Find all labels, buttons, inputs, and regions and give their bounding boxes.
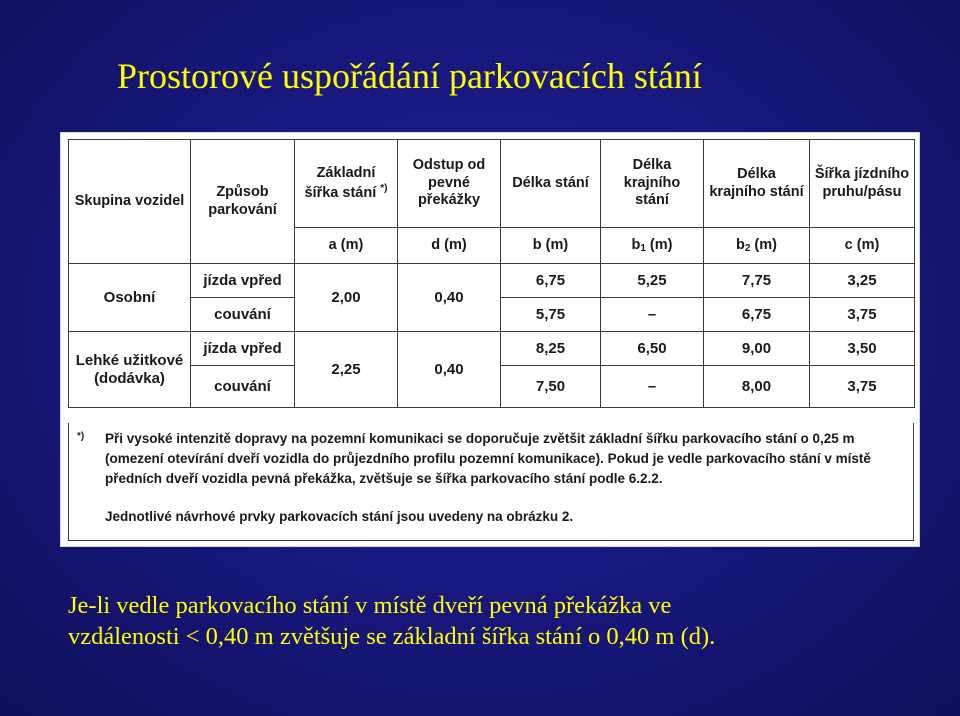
- b1-cell: –: [601, 366, 704, 408]
- header-group: Skupina vozidel: [69, 140, 191, 264]
- unit-a: a (m): [295, 228, 398, 264]
- b2-cell: 6,75: [704, 298, 810, 332]
- b2-cell: 9,00: [704, 332, 810, 366]
- unit-b1-unit: (m): [645, 236, 673, 253]
- unit-b1: [601, 228, 704, 264]
- unit-b1-main: b: [631, 236, 641, 253]
- b1-cell: 5,25: [601, 264, 704, 298]
- header-a-label: Základní šířka stání: [304, 165, 377, 201]
- b-cell: 8,25: [501, 332, 601, 366]
- unit-b2: [704, 228, 810, 264]
- parking-dimensions-table: [68, 139, 915, 408]
- header-b1: Délka krajního stání: [601, 140, 704, 228]
- d-cell: 0,40: [398, 264, 501, 332]
- table-row: [69, 264, 915, 298]
- footnote-mark: *): [77, 431, 85, 442]
- unit-b2-sub: 2: [744, 242, 751, 254]
- unit-b2-unit: (m): [750, 236, 777, 253]
- parking-table-image: [60, 132, 920, 547]
- table-footnote: [68, 423, 914, 541]
- c-cell: 3,75: [810, 366, 915, 408]
- unit-d: d (m): [398, 228, 501, 264]
- method-cell: couvání: [191, 366, 295, 408]
- explanation-text: [68, 590, 948, 652]
- group-name: Osobní: [69, 264, 191, 332]
- group-name: Lehké užitkové (dodávka): [69, 332, 191, 408]
- footnote-line: předních dveří vozidla pevná překážka, zvětšuje se šířka parkovacího stání podle 6.2.2.: [105, 471, 663, 486]
- explanation-line: Je-li vedle parkovacího stání v místě dveří pevná překážka ve: [68, 592, 672, 619]
- footnote-line: (omezení otevírání dveří vozidla do průjezdního profilu pozemní komunikace). Pokud je vedle parkovacího stání v místě: [105, 451, 871, 466]
- explanation-line: vzdálenosti < 0,40 m zvětšuje se základní šířka stání o 0,40 m (d).: [68, 623, 716, 650]
- header-b2: Délka krajního stání: [704, 140, 810, 228]
- method-cell: jízda vpřed: [191, 332, 295, 366]
- table-row: [69, 332, 915, 366]
- unit-b2-main: b: [735, 236, 745, 253]
- header-d: Odstup od pevné překážky: [398, 140, 501, 228]
- b-cell: 7,50: [501, 366, 601, 408]
- unit-c: c (m): [810, 228, 915, 264]
- footnote-line: Jednotlivé návrhové prvky parkovacích stání jsou uvedeny na obrázku 2.: [105, 509, 574, 524]
- c-cell: 3,75: [810, 298, 915, 332]
- header-b: Délka stání: [501, 140, 601, 228]
- c-cell: 3,50: [810, 332, 915, 366]
- header-a-footnote-mark: *): [380, 182, 388, 194]
- b2-cell: 7,75: [704, 264, 810, 298]
- b2-cell: 8,00: [704, 366, 810, 408]
- b1-cell: –: [601, 298, 704, 332]
- unit-b: b (m): [501, 228, 601, 264]
- footnote-line: Při vysoké intenzitě dopravy na pozemní komunikaci se doporučuje zvětšit základní šířku parkovacího stání o 0,25 m: [105, 431, 855, 446]
- unit-b1-sub: 1: [640, 242, 646, 254]
- c-cell: 3,25: [810, 264, 915, 298]
- b-cell: 6,75: [501, 264, 601, 298]
- slide-title: Prostorové uspořádání parkovacích stání: [117, 56, 702, 96]
- a-cell: 2,25: [295, 332, 398, 408]
- a-cell: 2,00: [295, 264, 398, 332]
- b-cell: 5,75: [501, 298, 601, 332]
- method-cell: couvání: [191, 298, 295, 332]
- header-method: Způsob parkování: [191, 140, 295, 264]
- header-c: Šířka jízdního pruhu/pásu: [810, 140, 915, 228]
- d-cell: 0,40: [398, 332, 501, 408]
- b1-cell: 6,50: [601, 332, 704, 366]
- header-a: [295, 140, 398, 228]
- method-cell: jízda vpřed: [191, 264, 295, 298]
